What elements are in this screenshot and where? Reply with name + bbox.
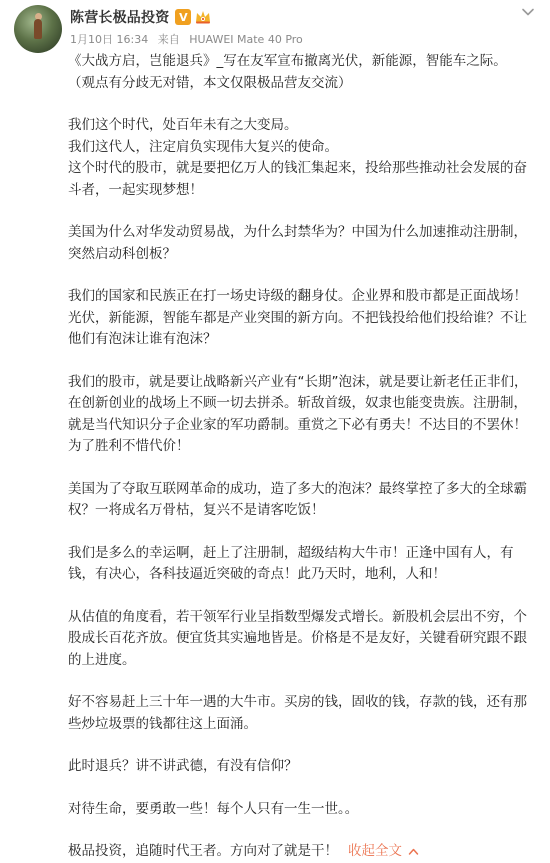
post-line: 我们这代人，注定肩负实现伟大复兴的使命。 — [68, 138, 338, 155]
post-line: 我们这个时代，处百年未有之大变局。 — [68, 117, 298, 133]
vip-badge-icon: V — [175, 9, 191, 25]
author-row — [70, 6, 212, 28]
avatar[interactable] — [14, 5, 62, 53]
post-line: 我们的股市，就是要让战略新兴产业有“长期”泡沫，就是要让新老任正非们，在创新创业的战场上不顾一切去拼杀。斩敌首级，奴隶也能变贵族。注册制，就是当代知识分子企业家的军功爵制。重赏之下必有勇夫！不达目的不罢休！为了胜利不惜代价！ — [68, 373, 528, 454]
post-content — [68, 51, 534, 863]
avatar-figure-shape — [34, 19, 42, 39]
post-menu-chevron-icon[interactable] — [520, 4, 536, 20]
post-time: 1月10日 16:34 — [70, 33, 149, 46]
post-line: 这个时代的股市，就是要把亿万人的钱汇集起来，投给那些推动社会发展的奋斗者，一起实现梦想！ — [68, 160, 527, 198]
collapse-full-text-link[interactable] — [348, 843, 419, 859]
author-name[interactable]: 陈营长极品投资 — [70, 10, 170, 26]
post-meta — [70, 31, 309, 47]
post-line: 好不容易赶上三十年一遇的大牛市。买房的钱，固收的钱，存款的钱，还有那些炒垃圾票的钱都往这上面涌。 — [68, 694, 527, 732]
chevron-up-icon — [408, 847, 419, 856]
post-line: 《大战方启，岂能退兵》_写在友军宣布撤离光伏，新能源，智能车之际。 — [68, 53, 507, 69]
post-line: 我们是多么的幸运啊，赶上了注册制，超级结构大牛市！正逢中国有人，有钱，有决心，各科技逼近突破的奇点！此乃天时，地利，人和！ — [68, 544, 514, 582]
post-line: 从估值的角度看，若干领军行业呈指数型爆发式增长。新股机会层出不穷，个股成长百花齐放。便宜货其实遍地皆是。价格是不是友好，关键看研究跟不跟的上进度。 — [68, 608, 527, 668]
post-line: （观点有分歧无对错，本文仅限极品营友交流） — [68, 74, 352, 91]
crown-icon — [194, 9, 212, 25]
post-source-prefix: 来自 — [157, 33, 180, 46]
post-last-line-text: 极品投资，追随时代王者。方向对了就是干！ — [68, 843, 338, 859]
post-device: HUAWEI Mate 40 Pro — [189, 33, 303, 46]
post-last-line — [68, 841, 534, 863]
post-line: 美国为了夺取互联网革命的成功，造了多大的泡沫？最终掌控了多大的全球霸权？一将成名万骨枯，复兴不是请客吃饭！ — [68, 480, 527, 518]
post-line: 我们的国家和民族正在打一场史诗级的翻身仗。企业界和股市都是正面战场！光伏，新能源，智能车都是产业突围的新方向。不把钱投给他们投给谁？不让他们有泡沫让谁有泡沫？ — [68, 288, 527, 347]
post-line: 对待生命，要勇敢一些！每个人只有一生一世。。 — [68, 800, 359, 817]
post-line: 美国为什么对华发动贸易战，为什么封禁华为？中国为什么加速推动注册制，突然启动科创板？ — [68, 224, 527, 262]
post-line: 此时退兵？讲不讲武德，有没有信仰？ — [68, 758, 298, 774]
collapse-label: 收起全文 — [348, 843, 402, 859]
